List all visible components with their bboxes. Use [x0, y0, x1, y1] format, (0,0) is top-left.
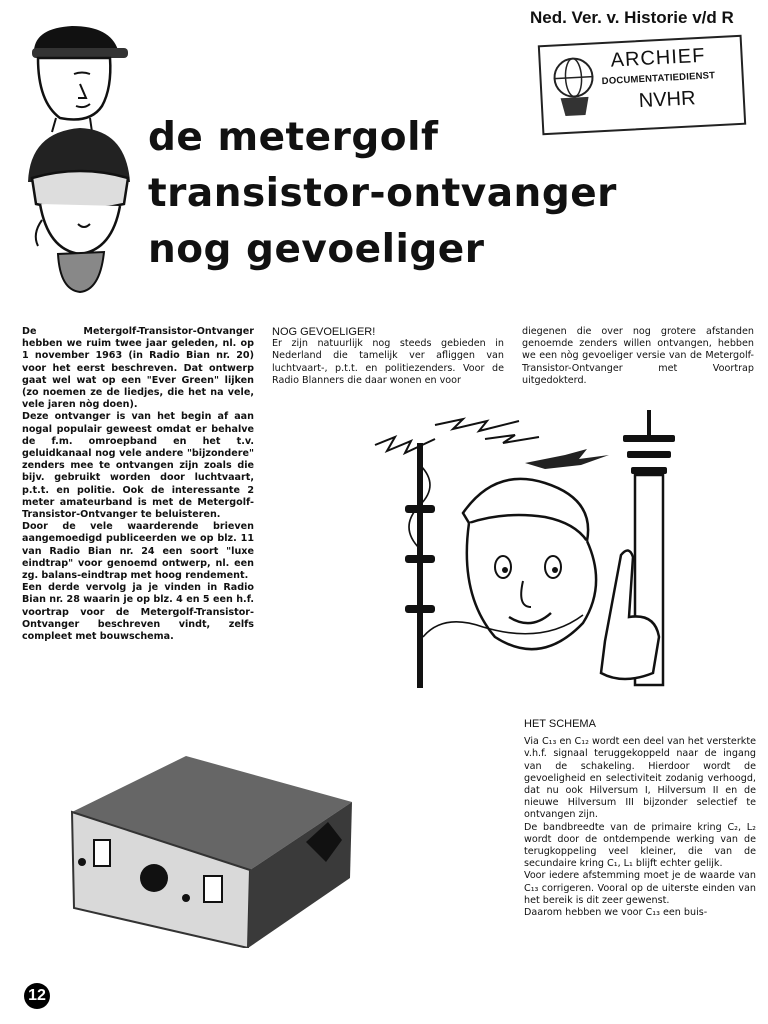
title-line-1: de metergolf	[148, 115, 439, 160]
pilot-illustration	[20, 14, 140, 296]
listener-cartoon-illustration	[345, 405, 675, 690]
title-line-3: nog gevoeliger	[148, 227, 485, 272]
section-paragraph: Er zijn natuurlijk nog steeds gebieden in Nederland die tamelijk ver afliggen van luchtvaart-, p.t.t. en politiezenders. Voor de Radio Blanners die daar wonen en voor	[272, 338, 504, 386]
page-number: 12	[24, 983, 50, 1009]
title-line-2: transistor-ontvanger	[148, 171, 617, 216]
stamp-line-dienst: DOCUMENTATIEDIENST	[601, 70, 716, 88]
intro-paragraph: Een derde vervolg ja je vinden in Radio Bian nr. 28 waarin je op blz. 4 en 5 een h.f. voortrap voor de Metergolf-Transistor-Ontvanger beschreven vindt, zelfs compleet met bouwschema.	[22, 582, 254, 643]
section-more-sensitive-continued	[522, 326, 754, 387]
section-paragraph: Via C₁₃ en C₁₂ wordt een deel van het versterkte v.h.f. signaal teruggekoppeld naar de ingang van de schakeling. Hierdoor wordt de gevoeligheid en selectiviteit zodanig verhoogd, dat nu ook Hilversum I, Hilversum II en de nieuwe Hilversum III bijzonder selectief te ontvangen zijn.	[524, 736, 756, 821]
pilot-cap-illustration	[32, 26, 128, 132]
section-paragraph: diegenen die over nog grotere afstanden genoemde zenders willen ontvangen, hebben we een nòg gevoeliger versie van de Metergolf-Transistor-Ontvanger met Voortrap uitgedokterd.	[522, 326, 754, 386]
pilot-helmet-illustration	[28, 128, 130, 292]
intro-paragraph: De Metergolf-Transistor-Ontvanger hebben we ruim twee jaar geleden, nl. op 1 november 1963 (in Radio Bian nr. 20) voor het eerst beschreven. Dat ontwerp gaat wel wat op een "Ever Green" lijken (zo noemen ze de liedjes, die het na vele, vele jaren nòg doen).	[22, 326, 254, 411]
article-title	[148, 110, 617, 278]
intro-column	[22, 326, 254, 643]
section-paragraph: Voor iedere afstemming moet je de waarde van C₁₃ corrigeren. Vooral op de uiterste einden van het bereik is dit zeer gewenst.	[524, 870, 756, 906]
stamp-line-nvhr: NVHR	[638, 87, 697, 113]
section-heading: HET SCHEMA	[524, 718, 596, 730]
stamp-line-archief: ARCHIEF	[610, 44, 706, 72]
source-header: Ned. Ver. v. Historie v/d R	[530, 8, 734, 27]
intro-paragraph: Deze ontvanger is van het begin af aan nogal populair geweest omdat er behalve de f.m. omroepband en het t.v. geluidkanaal nog vele andere "bijzondere" zenders mee te ontvangen zijn zoals die bijv. gebruikt worden door luchtvaart, p.t.t. en politie. Ook de interessante 2 meter amateurband is met de Metergolf-Transistor-Ontvanger te beluisteren.	[22, 411, 254, 521]
section-paragraph: Daarom hebben we voor C₁₃ een buis-	[524, 907, 708, 919]
intro-paragraph: Door de vele waarderende brieven aangemoedigd publiceerden we op blz. 11 van Radio Bian nr. 24 een soort "luxe eindtrap" voor genoemd ontwerp, nl. een zg. balans-eindtrap met hoog rendement.	[22, 521, 254, 582]
section-paragraph: De bandbreedte van de primaire kring C₂, L₂ wordt door de ontdempende werking van de terugkoppeling veel kleiner, die van de secundaire kring C₁, L₁ blijft echter gelijk.	[524, 821, 756, 870]
receiver-box-photo	[66, 752, 358, 948]
section-schema	[524, 718, 756, 919]
section-heading: NOG GEVOELIGER!	[272, 326, 376, 338]
section-more-sensitive	[272, 326, 504, 387]
